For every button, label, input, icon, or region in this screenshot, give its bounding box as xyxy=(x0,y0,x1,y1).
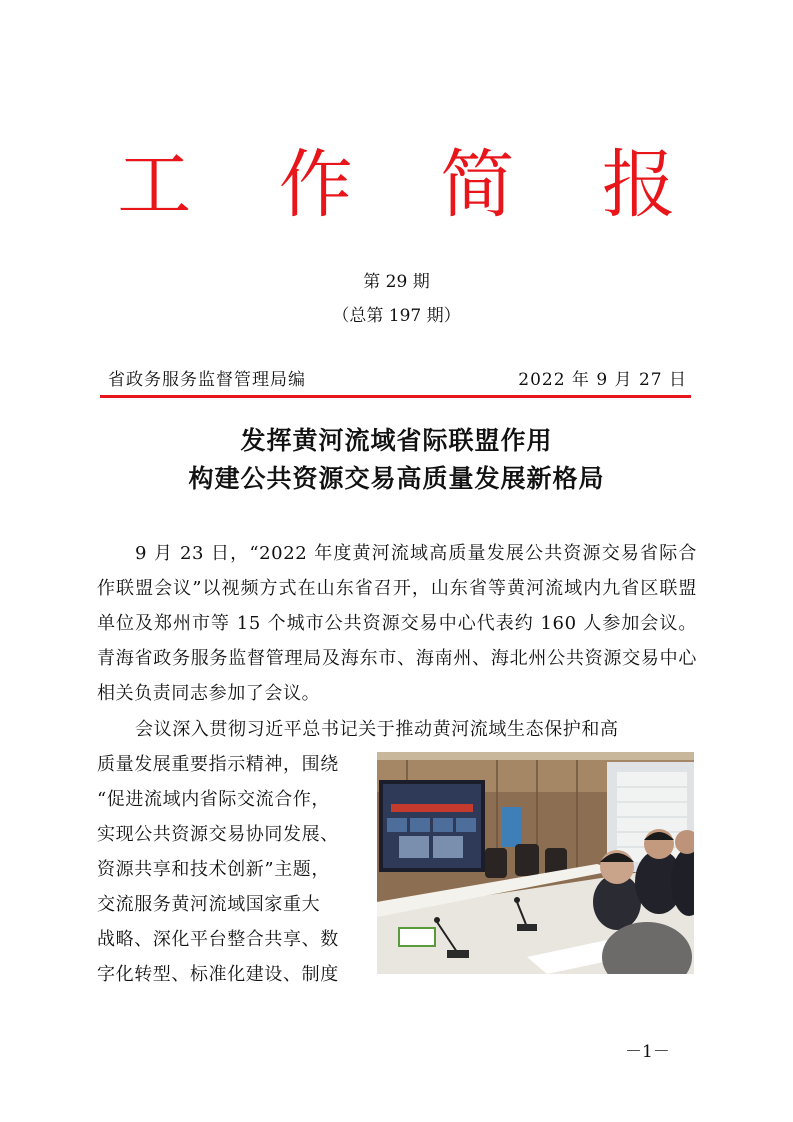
article-paragraph-1 xyxy=(97,536,697,711)
paragraph-2-line: 实现公共资源交易协同发展、 xyxy=(97,824,339,845)
page-number: －1－ xyxy=(625,1042,670,1062)
paragraph-2-line: 战略、深化平台整合共享、数 xyxy=(97,929,339,950)
article-headline-line2: 构建公共资源交易高质量发展新格局 xyxy=(188,464,605,493)
article-paragraph-2-wrapped xyxy=(97,747,369,992)
paragraph-2-line: 交流服务黄河流域国家重大 xyxy=(97,894,321,915)
paragraph-2-line: “促进流域内省际交流合作， xyxy=(97,789,331,810)
meeting-photo xyxy=(377,752,694,974)
meeting-photo-illustration xyxy=(377,752,694,974)
paragraph-2-line: 资源共享和技术创新”主题， xyxy=(97,859,331,880)
red-divider xyxy=(100,395,691,398)
paragraph-2-line: 质量发展重要指示精神，围绕 xyxy=(97,754,339,775)
paragraph-1-text: 9 月 23 日，“2022 年度黄河流域高质量发展公共资源交易省际合作联盟会议”以视频方式在山东省召开，山东省等黄河流域内九省区联盟单位及郑州市等 15 个城市公共资源交易中心代表约 160 人参加会议。青海省政务服务监督管理局及海东市、海南州、海北州公共资源交易中心相关负责同志参加了会议。 xyxy=(97,543,697,704)
issue-number: 第 29 期 xyxy=(363,272,430,292)
article-paragraph-2-first-line xyxy=(97,712,697,747)
paragraph-2-line: 字化转型、标准化建设、制度 xyxy=(97,964,339,985)
paragraph-2-first-line-text: 会议深入贯彻习近平总书记关于推动黄河流域生态保护和高 xyxy=(135,719,619,740)
article-headline-line1: 发挥黄河流域省际联盟作用 xyxy=(240,426,553,455)
issue-total-number: （总第 197 期） xyxy=(332,306,461,326)
masthead-title: 工 作 简 报 xyxy=(117,142,708,228)
publish-date: 2022 年 9 月 27 日 xyxy=(518,370,687,390)
publisher-name: 省政务服务监督管理局编 xyxy=(108,370,306,390)
